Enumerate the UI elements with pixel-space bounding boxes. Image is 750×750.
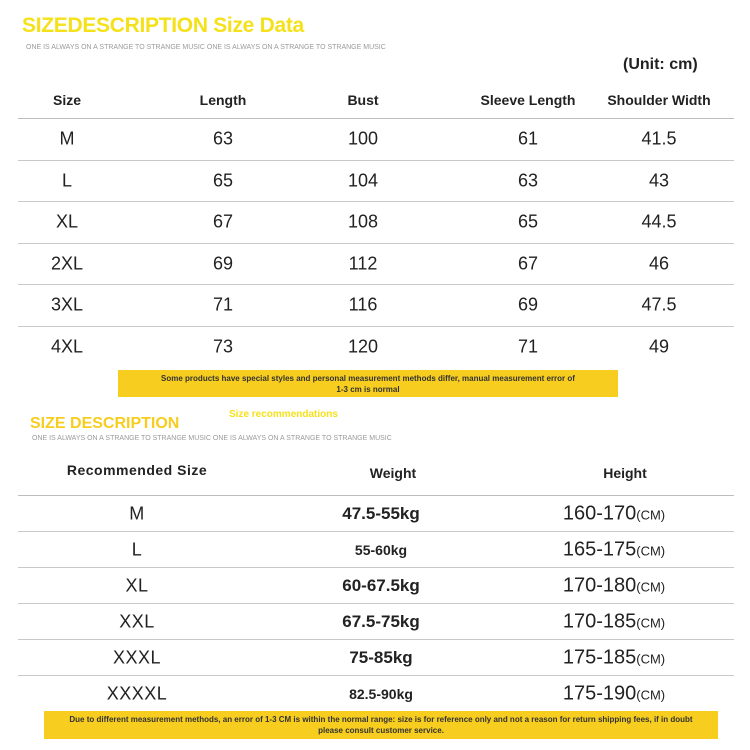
cell-weight: 67.5-75kg (342, 611, 420, 631)
cell-bust: 100 (347, 128, 379, 149)
header-sleeve-length: Sleeve Length (480, 92, 576, 108)
cell-size: L (131, 539, 143, 559)
cell-size: XL (55, 211, 79, 232)
cell-sleeve-length: 69 (517, 294, 539, 315)
decorative-subtitle: ONE IS ALWAYS ON A STRANGE TO STRANGE MUSIC ONE IS ALWAYS ON A STRANGE TO STRANGE MUSIC (32, 435, 392, 442)
cell-height (563, 502, 665, 525)
height-value: 165-175 (562, 538, 637, 560)
cell-size: 3XL (50, 294, 84, 315)
cell-height (563, 646, 665, 669)
header-height: Height (603, 465, 647, 481)
table-row (18, 496, 734, 532)
cell-size: XXXL (112, 647, 162, 667)
size-table (18, 82, 734, 367)
table-row (18, 285, 734, 327)
cell-size: M (59, 128, 75, 149)
cell-height (563, 610, 665, 633)
height-unit: (CM) (636, 687, 666, 702)
cell-shoulder-width: 43 (648, 170, 670, 191)
cell-size: XXL (119, 611, 155, 631)
height-value: 170-180 (562, 574, 637, 596)
cell-shoulder-width: 44.5 (641, 211, 677, 232)
disclaimer-note: Due to different measurement methods, an error of 1-3 CM is within the normal range: size is for reference only and not a reason for return shipping fees, if in doubt please consult customer service. (44, 711, 718, 739)
recommendation-table-header (18, 455, 734, 496)
header-shoulder-width: Shoulder Width (607, 92, 711, 108)
cell-size: XL (125, 575, 149, 595)
size-table-header (18, 82, 734, 119)
cell-weight: 75-85kg (349, 647, 413, 667)
header-recommended-size: Recommended Size (66, 462, 208, 478)
cell-height (563, 574, 665, 597)
cell-sleeve-length: 63 (517, 170, 539, 191)
cell-shoulder-width: 49 (648, 336, 670, 357)
height-unit: (CM) (636, 579, 666, 594)
header-bust: Bust (347, 92, 379, 108)
cell-height (563, 538, 665, 561)
cell-size: XXXXL (106, 683, 168, 703)
unit-label: (Unit: cm) (623, 56, 698, 73)
cell-sleeve-length: 65 (517, 211, 539, 232)
header-size: Size (52, 92, 82, 108)
section-subtitle: Size recommendations (229, 409, 338, 420)
table-row (18, 640, 734, 676)
cell-weight: 82.5-90kg (349, 685, 413, 702)
cell-weight: 47.5-55kg (342, 503, 420, 523)
cell-height (563, 682, 665, 705)
table-row (18, 327, 734, 368)
table-row (18, 244, 734, 286)
table-row (18, 202, 734, 244)
header-weight: Weight (369, 465, 417, 481)
recommendation-table (18, 455, 734, 711)
table-row (18, 568, 734, 604)
height-unit: (CM) (636, 615, 666, 630)
cell-bust: 108 (347, 211, 379, 232)
height-unit: (CM) (636, 543, 666, 558)
measurement-note: Some products have special styles and personal measurement methods differ, manual measurement error of 1-3 cm is normal (118, 370, 618, 397)
section-title: SIZE DESCRIPTION (30, 415, 180, 432)
cell-length: 71 (212, 294, 234, 315)
cell-sleeve-length: 61 (517, 128, 539, 149)
cell-size: M (129, 503, 145, 523)
cell-shoulder-width: 41.5 (641, 128, 677, 149)
cell-bust: 112 (348, 253, 378, 274)
height-value: 160-170 (562, 502, 637, 524)
cell-sleeve-length: 67 (517, 253, 539, 274)
height-unit: (CM) (636, 651, 666, 666)
cell-bust: 116 (348, 294, 378, 315)
cell-bust: 120 (347, 336, 379, 357)
cell-bust: 104 (347, 170, 379, 191)
height-value: 170-185 (562, 610, 637, 632)
height-value: 175-190 (562, 682, 637, 704)
cell-weight: 55-60kg (354, 541, 408, 558)
cell-length: 73 (212, 336, 234, 357)
cell-size: L (61, 170, 73, 191)
cell-length: 65 (212, 170, 234, 191)
table-row (18, 532, 734, 568)
cell-length: 63 (212, 128, 234, 149)
height-value: 175-185 (562, 646, 637, 668)
height-unit: (CM) (636, 507, 666, 522)
cell-shoulder-width: 46 (648, 253, 670, 274)
cell-size: 2XL (50, 253, 84, 274)
table-row (18, 161, 734, 203)
cell-size: 4XL (50, 336, 84, 357)
cell-length: 67 (212, 211, 234, 232)
cell-length: 69 (212, 253, 234, 274)
table-row (18, 676, 734, 711)
header-length: Length (199, 92, 247, 108)
decorative-subtitle: ONE IS ALWAYS ON A STRANGE TO STRANGE MUSIC ONE IS ALWAYS ON A STRANGE TO STRANGE MUSIC (26, 44, 386, 51)
cell-shoulder-width: 47.5 (641, 294, 677, 315)
table-row (18, 119, 734, 161)
table-row (18, 604, 734, 640)
cell-weight: 60-67.5kg (342, 575, 420, 595)
page-title: SIZEDESCRIPTION Size Data (22, 14, 304, 37)
cell-sleeve-length: 71 (517, 336, 539, 357)
